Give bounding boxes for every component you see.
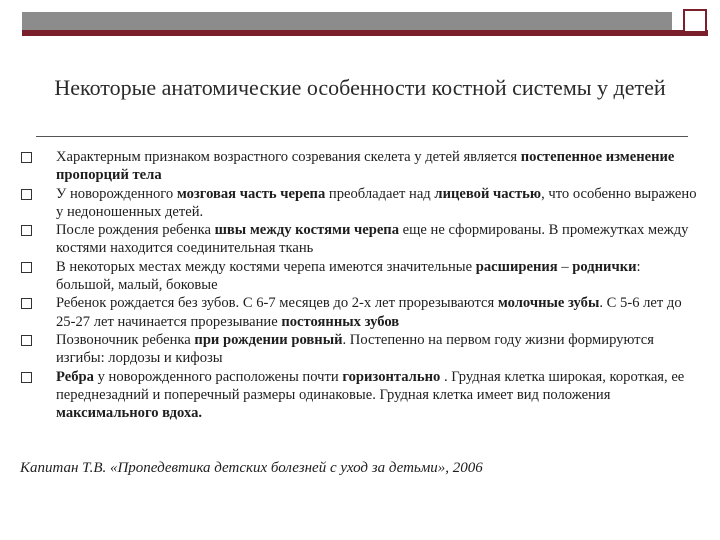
bullet-item [20, 331, 700, 368]
bullet-text: – [557, 258, 573, 275]
slide-title: Некоторые анатомические особенности костной системы у детей [54, 75, 666, 100]
bullet-bold-text: молочные зубы [497, 295, 600, 312]
bullet-item [20, 294, 700, 331]
header-bar [22, 12, 672, 30]
bullet-bold-text: постепенное изменение пропорций тела [56, 149, 675, 184]
bullet-text: : большой, малый, боковые [56, 258, 641, 294]
header-accent-bar [22, 30, 708, 36]
bullet-item [20, 221, 700, 258]
bullet-text: Ребенок рождается без зубов. С 6-7 месяцев до 2-х лет прорезываются [56, 295, 498, 312]
square-bullet-icon [21, 298, 32, 309]
square-bullet-icon [21, 189, 32, 200]
bullet-text: . С 5-6 лет до 25-27 лет начинается прорезывание [56, 295, 682, 330]
square-bullet-icon [21, 152, 32, 163]
bullet-text: , что особенно выражено у недоношенных детей. [56, 185, 697, 220]
bullet-text: . Постепенно на первом году жизни формируются изгибы: лордозы и кифозы [56, 331, 654, 367]
square-bullet-icon [21, 262, 32, 273]
bullet-bold-text: Ребра [56, 368, 94, 385]
bullet-text: . Грудная клетка широкая, короткая, ее переднезадний и поперечный размеры одинаковые. Грудная клетка имеет вид положения [56, 368, 685, 403]
bullet-text: еще не сформированы. В промежутках между костями находится соединительная ткань [56, 222, 689, 257]
square-bullet-icon [21, 372, 32, 383]
bullet-item [20, 368, 700, 423]
bullet-item [20, 148, 700, 185]
bullet-text: Позвоночник ребенка [56, 331, 195, 348]
bullet-bold-text: горизонтально [342, 368, 441, 385]
bullet-text: В некоторых местах между костями черепа имеются значительные [56, 258, 476, 275]
bullet-item [20, 185, 700, 222]
bullet-bold-text: роднички [572, 258, 637, 275]
bullet-text: Характерным признаком возрастного созревания скелета у детей является [56, 149, 521, 165]
bullet-bold-text: постоянных зубов [281, 313, 400, 330]
bullet-text: у новорожденного расположены почти [93, 368, 343, 385]
bullet-bold-text: лицевой частью [434, 185, 542, 202]
bullet-text: После рождения ребенка [56, 222, 215, 239]
bullet-bold-text: расширения [475, 258, 558, 275]
square-bullet-icon [21, 225, 32, 236]
bullet-item [20, 258, 700, 295]
square-bullet-icon [21, 335, 32, 346]
bullet-bold-text: максимального вдоха. [56, 405, 203, 422]
corner-square-icon [683, 9, 707, 33]
title-divider [36, 136, 688, 137]
bullet-list [20, 148, 700, 422]
citation: Капитан Т.В. «Пропедевтика детских болезней с уход за детьми», 2006 [20, 460, 483, 476]
bullet-bold-text: при рождении ровный [194, 331, 343, 348]
bullet-bold-text: швы между костями черепа [214, 222, 400, 239]
bullet-bold-text: мозговая часть черепа [176, 185, 326, 202]
bullet-text: У новорожденного [56, 185, 177, 202]
bullet-text: преобладает над [325, 185, 435, 202]
